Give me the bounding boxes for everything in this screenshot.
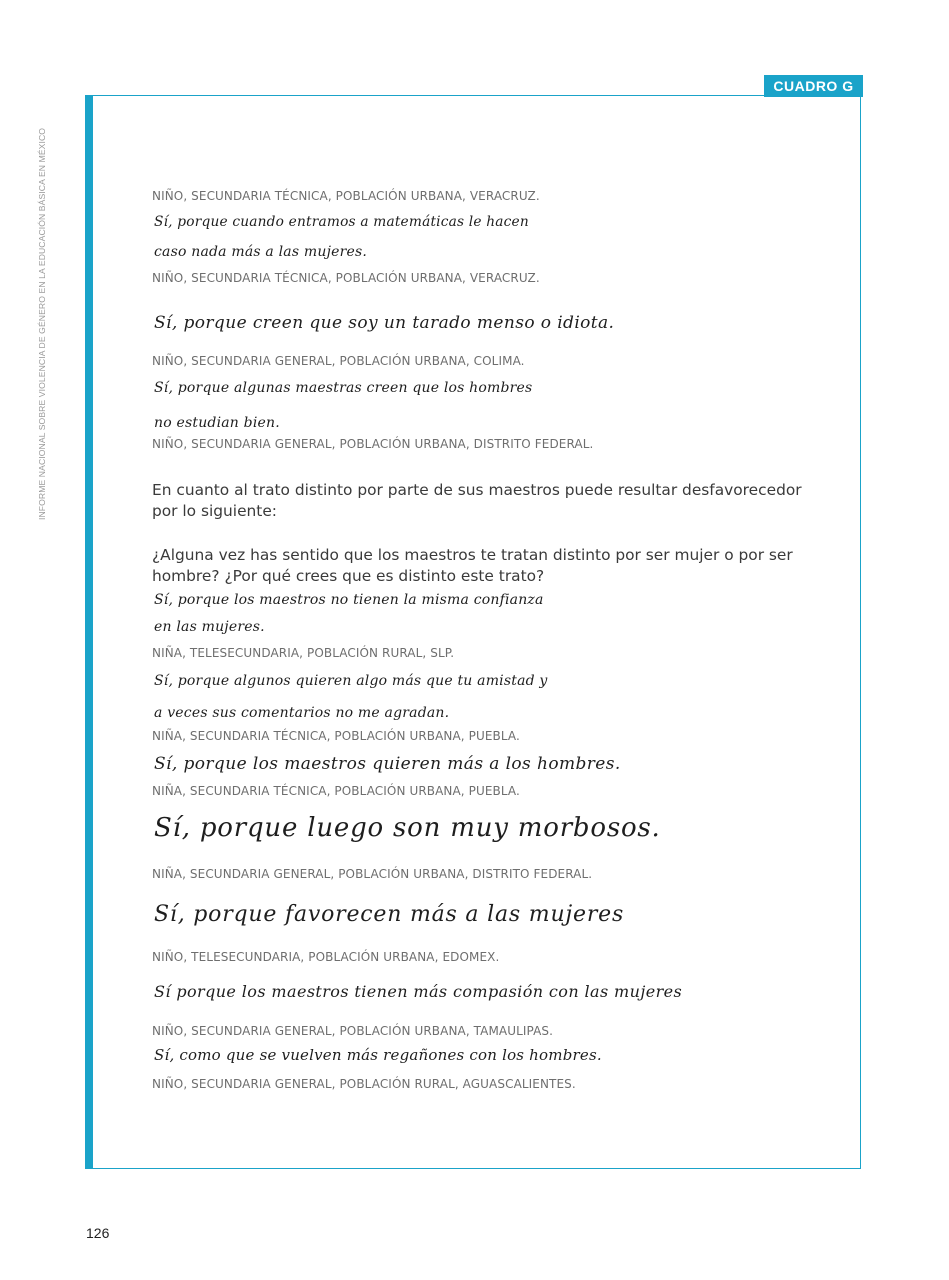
handwritten-quote: en las mujeres. [154,619,265,635]
quote-caption: NIÑA, SECUNDARIA GENERAL, POBLACIÓN URBANA, DISTRITO FEDERAL. [152,867,593,881]
quote-caption: NIÑO, SECUNDARIA GENERAL, POBLACIÓN URBANA, DISTRITO FEDERAL. [152,437,594,451]
handwritten-quote: Sí, porque algunas maestras creen que los hombres [154,380,533,396]
handwritten-quote: Sí, porque los maestros quieren más a los hombres. [154,754,621,774]
handwritten-quote: a veces sus comentarios no me agradan. [154,705,450,721]
handwritten-quote: Sí, porque cuando entramos a matemáticas le hacen [154,214,529,230]
handwritten-quote: Sí, porque luego son muy morbosos. [154,813,661,843]
question-paragraph: ¿Alguna vez has sentido que los maestros te tratan distinto por ser mujer o por ser hombre? ¿Por qué crees que es distinto este trato? [152,546,793,585]
handwritten-quote: Sí porque los maestros tienen más compasión con las mujeres [154,982,683,1001]
handwritten-quote: caso nada más a las mujeres. [154,244,368,260]
handwritten-quote: Sí, porque los maestros no tienen la misma confianza [154,592,544,608]
quote-caption: NIÑO, SECUNDARIA TÉCNICA, POBLACIÓN URBANA, VERACRUZ. [152,189,540,203]
box-tag: CUADRO G [764,75,863,97]
handwritten-quote: Sí, como que se vuelven más regañones con los hombres. [154,1046,602,1064]
quote-caption: NIÑO, TELESECUNDARIA, POBLACIÓN URBANA, EDOMEX. [152,950,500,964]
handwritten-quote: Sí, porque algunos quieren algo más que tu amistad y [154,673,548,689]
quote-caption: NIÑO, SECUNDARIA TÉCNICA, POBLACIÓN URBANA, VERACRUZ. [152,271,540,285]
quote-caption: NIÑA, TELESECUNDARIA, POBLACIÓN RURAL, SLP. [152,646,455,660]
quote-caption: NIÑA, SECUNDARIA TÉCNICA, POBLACIÓN URBANA, PUEBLA. [152,729,520,743]
quote-caption: NIÑO, SECUNDARIA GENERAL, POBLACIÓN URBANA, COLIMA. [152,354,525,368]
page-number: 126 [86,1225,110,1241]
running-side-title: INFORME NACIONAL SOBRE VIOLENCIA DE GÉNERO EN LA EDUCACIÓN BÁSICA EN MÉXICO [37,127,47,520]
body-paragraph: En cuanto al trato distinto por parte de sus maestros puede resultar desfavorecedor por lo siguiente: [152,481,802,520]
quote-caption: NIÑA, SECUNDARIA TÉCNICA, POBLACIÓN URBANA, PUEBLA. [152,784,520,798]
handwritten-quote: no estudian bien. [154,415,280,431]
handwritten-quote: Sí, porque favorecen más a las mujeres [154,902,625,927]
quote-caption: NIÑO, SECUNDARIA GENERAL, POBLACIÓN RURAL, AGUASCALIENTES. [152,1077,576,1091]
quote-caption: NIÑO, SECUNDARIA GENERAL, POBLACIÓN URBANA, TAMAULIPAS. [152,1024,554,1038]
handwritten-quote: Sí, porque creen que soy un tarado menso o idiota. [154,313,615,333]
